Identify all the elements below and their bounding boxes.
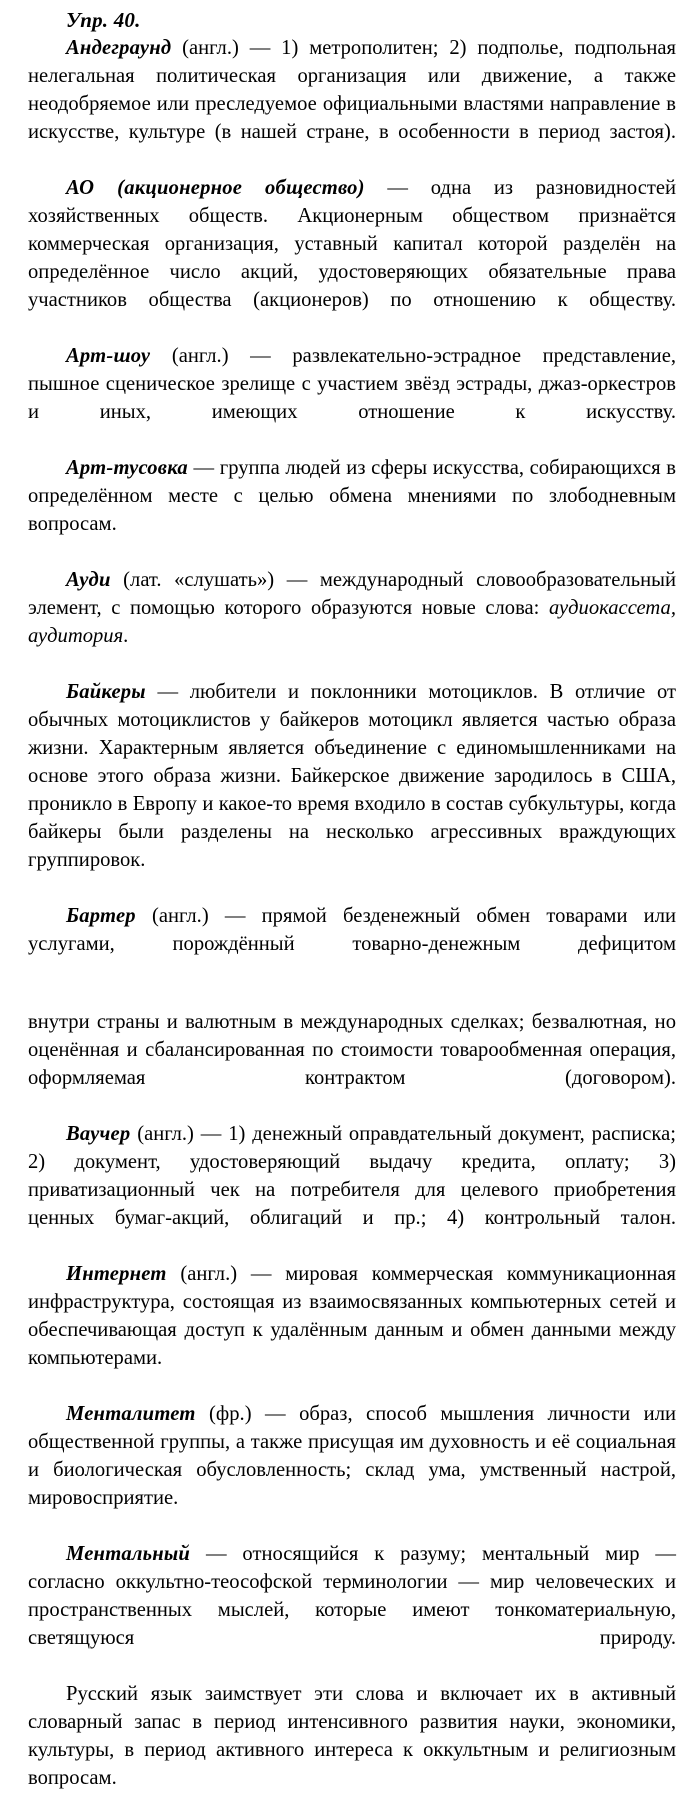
glossary-entry-audi <box>28 566 676 678</box>
headword-ao: АО (акционерное общество) <box>66 177 365 199</box>
entry-body-audi-after: . <box>123 625 129 647</box>
headword-mentalnyy: Ментальный <box>66 1543 191 1565</box>
closing-paragraph <box>28 1680 676 1820</box>
glossary-entry-barter <box>28 902 676 986</box>
glossary-entry-mentalitet <box>28 1400 676 1540</box>
entry-body-barter-continuation: внутри страны и валютным в международных сделках; безвалютная, но оценённая и сбалансированная по стоимости товарообменная операция, оформляемая контрактом (договором). <box>28 1011 676 1089</box>
glossary-entry-ao <box>28 174 676 342</box>
headword-mentalitet: Менталитет <box>66 1403 196 1425</box>
entry-body-mentalitet: (фр.) — образ, способ мышления личности или общественной группы, а также присущая им духовность и её социальная и биологическая обусловленность; склад ума, умственный настрой, мировосприятие. <box>28 1403 676 1509</box>
glossary-entry-art-shou <box>28 342 676 454</box>
glossary-entry-barter-continuation <box>28 1008 676 1120</box>
glossary-entry-baykery <box>28 678 676 902</box>
entry-body-ao: — одна из разновидностей хозяйственных обществ. Акционерным обществом признаётся коммерческая организация, уставный капитал которой разделён на определённое число акций, удостоверяющих обязательные права участников общества (акционеров) по отношению к обществу. <box>28 177 676 311</box>
closing-paragraph-body: Русский язык заимствует эти слова и включает их в активный словарный запас в период интенсивного развития науки, экономики, культуры, в период активного интереса к оккультным и религиозным вопросам. <box>28 1683 676 1789</box>
glossary-entry-internet <box>28 1260 676 1400</box>
glossary-entry-mentalnyy <box>28 1540 676 1680</box>
entry-body-art-tusovka: — группа людей из сферы искусства, собирающихся в определённом месте с целью обмена мнениями по злободневным вопросам. <box>28 457 676 535</box>
entry-body-vaucher: (англ.) — 1) денежный оправдательный документ, расписка; 2) документ, удостоверяющий выдачу кредита, оплату; 3) приватизационный чек на потребителя для целевого приобретения ценных бумаг-акций, облигаций и пр.; 4) контрольный талон. <box>28 1123 676 1229</box>
entry-body-mentalnyy: — относящийся к разуму; ментальный мир — согласно оккультно-теософской терминологии — мир человеческих и пространственных мыслей, которые имеют тонкоматериальную, светящуюся природу. <box>28 1543 676 1649</box>
entry-body-andegraund: (англ.) — 1) метрополитен; 2) подполье, подпольная нелегальная политическая организация или движение, а также неодобряемое или преследуемое официальными властями направление в искусстве, культуре (в нашей стране, в особенности в период застоя). <box>28 37 676 143</box>
glossary-entry-andegraund <box>28 34 676 174</box>
entry-body-art-shou: (англ.) — развлекательно-эстрадное представление, пышное сценическое зрелище с участием звёзд эстрады, джаз-оркестров и иных, имеющих отношение к искусству. <box>28 345 676 423</box>
glossary-entry-vaucher <box>28 1120 676 1260</box>
headword-audi: Ауди <box>66 569 111 591</box>
headword-vaucher: Ваучер <box>66 1123 131 1145</box>
headword-art-tusovka: Арт-тусовка <box>66 457 188 479</box>
glossary-entry-art-tusovka <box>28 454 676 566</box>
entry-body-internet: (англ.) — мировая коммерческая коммуникационная инфраструктура, состоящая из взаимосвязанных компьютерных сетей и обеспечивающая доступ к удалённым данным и обмен данными между компьютерами. <box>28 1263 676 1369</box>
entry-body-audi-before: (лат. «слушать») — международный словообразовательный элемент, с помощью которого образуются новые слова: <box>28 569 676 619</box>
entry-italic-examples-audi: аудиокассета, аудитория <box>28 597 676 647</box>
headword-art-shou: Арт-шоу <box>66 345 151 367</box>
entry-body-barter: (англ.) — прямой безденежный обмен товарами или услугами, порождённый товарно-денежным дефицитом <box>28 905 676 955</box>
headword-internet: Интернет <box>66 1263 167 1285</box>
headword-baykery: Байкеры <box>66 681 146 703</box>
page-break-gap <box>28 986 676 1008</box>
headword-barter: Бартер <box>66 905 136 927</box>
headword-andegraund: Андеграунд <box>66 37 172 59</box>
exercise-number-heading: Упр. 40. <box>66 8 141 32</box>
entry-body-baykery: — любители и поклонники мотоциклов. В отличие от обычных мотоциклистов у байкеров мотоцикл является частью образа жизни. Характерным является объединение с единомышленниками на основе этого образа жизни. Байкерское движение зародилось в США, проникло в Европу и какое-то время входило в состав субкультуры, когда байкеры были разделены на несколько агрессивных враждующих группировок. <box>28 681 676 871</box>
